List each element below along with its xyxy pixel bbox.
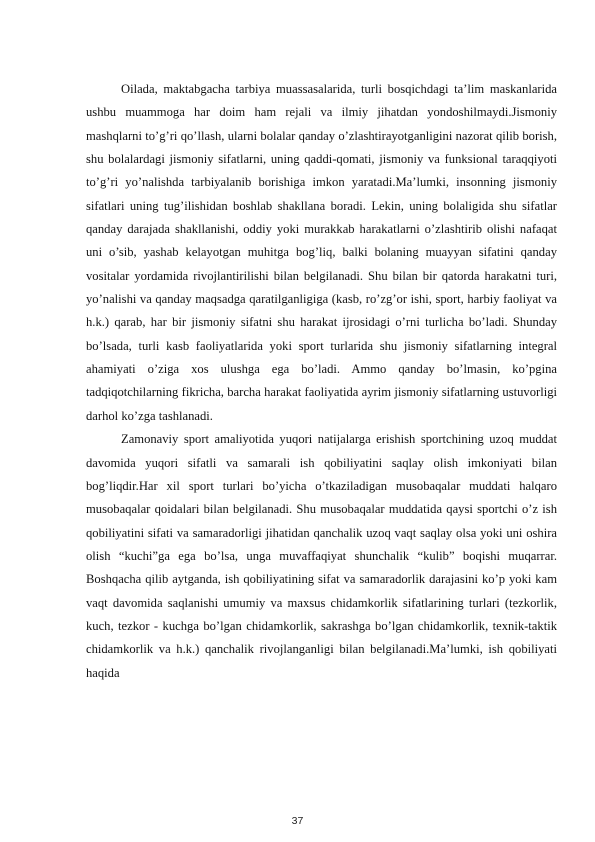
page-number: 37 xyxy=(291,815,304,827)
paragraph-1: Oilada, maktabgacha tarbiya muassasalarida, turli bosqichdagi ta’lim maskanlarida ushbu muammoga har doim ham rejali va ilmiy jihatdan yondoshilmaydi.Jismoniy mashqlarni to’g’ri qo’llash, ularni bolalar qanday o’zlashtirayotganligini nazorat qilib borish, shu bolalardagi jismoniy sifatlarni, uning qaddi-qomati, jismoniy va funksional taraqqiyoti to’g’ri yo’nalishda tarbiyalanib borishiga imkon yaratadi.Ma’lumki, insonning jismoniy sifatlari uning tug’ilishidan boshlab shakllana boradi. Lekin, uning bolaligida shu sifatlar qanday darajada shakllanishi, oddiy yoki murakkab harakatlarni o’zlashtirib olishi nafaqat uni o’sib, yashab kelayotgan muhitga bog’liq, balki bolaning muayyan sifatini qanday vositalar yordamida rivojlantirilishi bilan belgilanadi. Shu bilan bir qatorda harakatni turi, yo’nalishi va qanday maqsadga qaratilganligiga (kasb, ro’zg’or ishi, sport, harbiy faoliyat va h.k.) qarab, har bir jismoniy sifatni shu harakat ijrosidagi o’rni turlicha bo’ladi. Shunday bo’lsada, turli kasb faoliyatlarida yoki sport turlarida shu jismoniy sifatlarning integral ahamiyati o’ziga xos ulushga ega bo’ladi. Ammo qanday bo’lmasin, ko’pgina tadqiqotchilarning fikricha, barcha harakat faoliyatida ayrim jismoniy sifatlarning ustuvorligi darhol ko’zga tashlanadi. xyxy=(86,82,557,423)
paragraph-2: Zamonaviy sport amaliyotida yuqori natijalarga erishish sportchining uzoq muddat davomida yuqori sifatli va samarali ish qobiliyatini saqlay olish imkoniyati bilan bog’liqdir.Har xil sport turlari bo’yicha o’tkaziladigan musobaqalar muddati halqaro musobaqalar qoidalari bilan belgilanadi. Shu musobaqalar muddatida qaysi sportchi o’z ish qobiliyatini sifati va samaradorligi jihatidan qanchalik uzoq vaqt saqlay olsa yoki uni oshira olish “kuchi”ga ega bo’lsa, unga muvaffaqiyat shunchalik “kulib” boqishi muqarrar. Boshqacha qilib aytganda, ish qobiliyatining sifat va samaradorlik darajasini ko’p yoki kam vaqt davomida saqlanishi umumiy va maxsus chidamkorlik sifatlarining turlari (tezkorlik, kuch, tezkor - kuchga bo’lgan chidamkorlik, sakrashga bo’lgan chidamkorlik, texnik-taktik chidamkorlik va h.k.) qanchalik rivojlanganligi bilan belgilanadi.Ma’lumki, ish qobiliyati haqida xyxy=(86,432,557,680)
body-text xyxy=(86,78,557,685)
